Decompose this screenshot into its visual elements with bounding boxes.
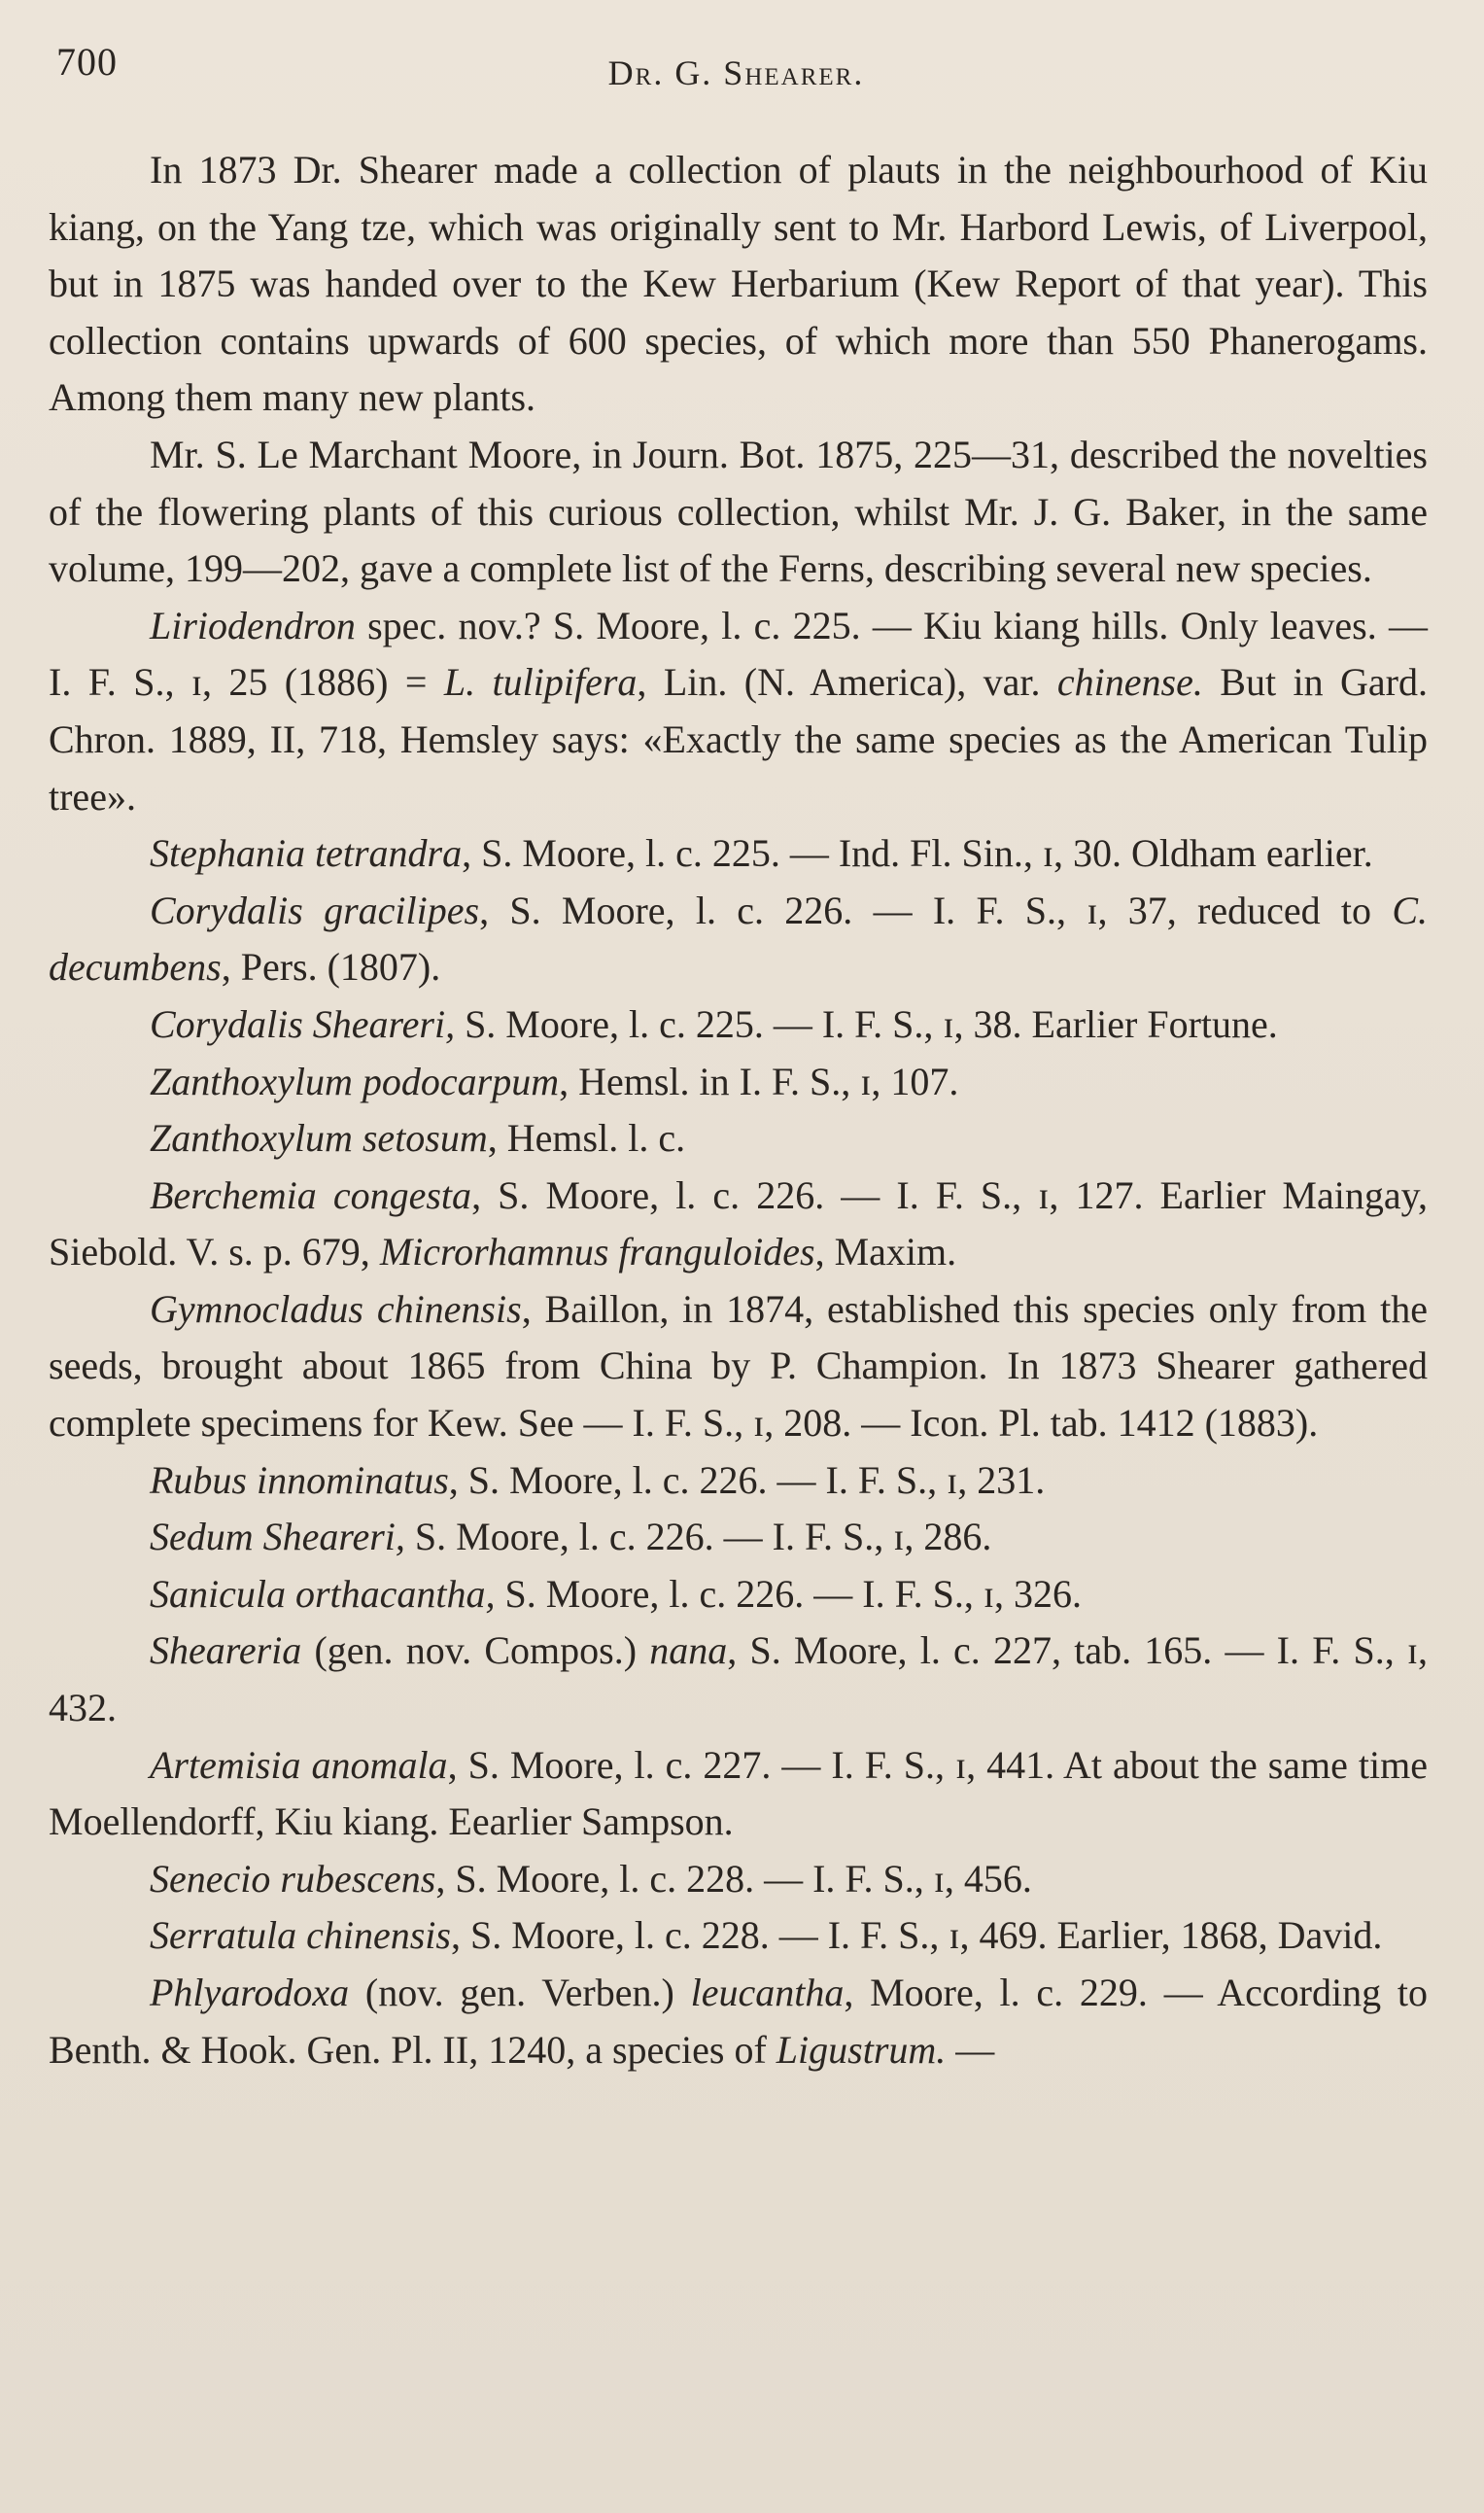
paragraph bbox=[49, 1623, 1428, 1736]
paragraph bbox=[49, 1566, 1428, 1623]
italic-text-run: Microrhamnus franguloides bbox=[379, 1230, 815, 1274]
paragraph bbox=[49, 1168, 1428, 1281]
paragraph bbox=[49, 1110, 1428, 1168]
paragraph bbox=[49, 1737, 1428, 1851]
paragraph bbox=[49, 1907, 1428, 1965]
paragraph bbox=[49, 825, 1428, 883]
italic-text-run: Senecio rubescens bbox=[150, 1856, 436, 1901]
italic-text-run: nana bbox=[649, 1628, 728, 1673]
italic-text-run: Rubus innominatus bbox=[150, 1457, 449, 1502]
text-run: , S. Moore, l. c. 226. — I. F. S., ɪ, 231. bbox=[448, 1457, 1046, 1502]
text-run: , S. Moore, l. c. 225. — Ind. Fl. Sin., ɪ, 30. Oldham earlier. bbox=[462, 831, 1373, 876]
text-run: , S. Moore, l. c. 228. — I. F. S., ɪ, 469. Earlier, 1868, David. bbox=[450, 1913, 1383, 1958]
italic-text-run: Liriodendron bbox=[150, 603, 356, 647]
italic-text-run: Gymnocladus chinensis bbox=[150, 1286, 522, 1331]
paragraph bbox=[49, 427, 1428, 598]
italic-text-run: C. decumbens bbox=[49, 888, 1429, 990]
italic-text-run: Sanicula orthacantha, bbox=[150, 1571, 496, 1616]
italic-text-run: Ligustrum. bbox=[776, 2027, 947, 2072]
paragraph bbox=[49, 598, 1428, 825]
text-run: , Moore, l. c. 229. — According to Benth. & Hook. Gen. Pl. II, 1240, a species of bbox=[49, 1971, 1428, 2072]
text-run: S. Moore, l. c. 225. — I. F. S., ɪ, 38. Earlier Fortune. bbox=[455, 1001, 1278, 1046]
paragraph bbox=[49, 142, 1428, 427]
paragraph bbox=[49, 1281, 1428, 1452]
italic-text-run: Sedum Sheareri, bbox=[150, 1515, 405, 1559]
paragraph bbox=[49, 1851, 1428, 1908]
running-head: Dr. G. Shearer. bbox=[607, 53, 865, 92]
text-run: In 1873 Dr. Shearer made a collection of plauts in the neighbourhood of Kiu kiang, on the Yang tze, which was originally sent to Mr. Harbord Lewis, of Liverpool, but in 1875 was handed over to the Kew Herbarium (Kew Report of that year). This collection contains upwards of 600 species, of which more than 550 Phanerogams. Among them many new plants. bbox=[49, 148, 1428, 420]
text-run: , Lin. (N. America), var. bbox=[637, 660, 1057, 705]
italic-text-run: Stephania tetrandra bbox=[150, 831, 463, 876]
paragraph bbox=[49, 1054, 1428, 1111]
text-run: , Baillon, in 1874, established this species only from the seeds, brought about 1865 from China by P. Champion. In 1873 Shearer gathered complete specimens for Kew. See — I. F. S., ɪ, 208. — Icon. Pl. tab. 1412 (1883). bbox=[49, 1286, 1429, 1446]
page-number: 700 bbox=[56, 40, 118, 84]
paragraph bbox=[49, 1965, 1428, 2078]
italic-text-run: Corydalis Sheareri, bbox=[150, 1001, 456, 1046]
text-run: Mr. S. Le Marchant Moore, in Journ. Bot. 1875, 225—31, described the novelties of the flowering plants of this curious collection, whilst Mr. J. G. Baker, in the same volume, 199—202, gave a complete list of the Ferns, describing several new species. bbox=[49, 432, 1428, 591]
text-run: (gen. nov. Compos.) bbox=[301, 1628, 650, 1673]
text-run: , S. Moore, l. c. 227. — I. F. S., ɪ, 441. At about the same time Moellendorff, Kiu kiang. Eearlier Sampson. bbox=[49, 1742, 1428, 1844]
italic-text-run: Artemisia anomala bbox=[150, 1742, 448, 1787]
italic-text-run: Corydalis gracilipes bbox=[150, 888, 480, 932]
text-run: But in Gard. Chron. 1889, II, 718, Hemsley says: «Exactly the same species as the American Tulip tree». bbox=[49, 660, 1428, 819]
text-run: , Maxim. bbox=[814, 1230, 957, 1274]
body-text bbox=[49, 142, 1428, 2078]
text-run: , S. Moore, l. c. 228. — I. F. S., ɪ, 456. bbox=[435, 1856, 1032, 1901]
text-run: spec. nov.? S. Moore, l. c. 225. — Kiu kiang hills. Only leaves. — I. F. S., ɪ, 25 (1886) = bbox=[49, 603, 1428, 705]
paragraph bbox=[49, 1452, 1428, 1510]
text-run: , Pers. (1807). bbox=[221, 945, 441, 990]
italic-text-run: Zanthoxylum setosum bbox=[150, 1116, 488, 1161]
italic-text-run: L. tulipifera bbox=[443, 660, 638, 705]
text-run: , Hemsl. in I. F. S., ɪ, 107. bbox=[559, 1059, 959, 1103]
text-run: , Hemsl. l. c. bbox=[487, 1116, 686, 1161]
text-run: , S. Moore, l. c. 227, tab. 165. — I. F. S., ɪ, 432. bbox=[49, 1628, 1429, 1730]
text-run: S. Moore, l. c. 226. — I. F. S., ɪ, 286. bbox=[404, 1515, 992, 1559]
italic-text-run: leucantha bbox=[690, 1971, 845, 2014]
text-run: , S. Moore, l. c. 226. — I. F. S., ɪ, 127. Earlier Maingay, Siebold. V. s. p. 679, bbox=[49, 1172, 1429, 1274]
paragraph bbox=[49, 883, 1428, 996]
italic-text-run: Sheareria bbox=[150, 1628, 302, 1673]
text-run: , S. Moore, l. c. 226. — I. F. S., ɪ, 37, reduced to bbox=[479, 888, 1393, 932]
italic-text-run: Serratula chinensis bbox=[150, 1913, 451, 1958]
text-run: (nov. gen. Verben.) bbox=[349, 1971, 691, 2014]
page-header bbox=[56, 39, 1416, 107]
italic-text-run: Berchemia congesta bbox=[150, 1172, 472, 1217]
paragraph bbox=[49, 996, 1428, 1054]
italic-text-run: Zanthoxylum podocarpum bbox=[150, 1059, 560, 1103]
text-run: S. Moore, l. c. 226. — I. F. S., ɪ, 326. bbox=[495, 1571, 1083, 1616]
text-run: — bbox=[946, 2027, 995, 2072]
italic-text-run: Phlyarodoxa bbox=[150, 1971, 350, 2014]
paragraph bbox=[49, 1509, 1428, 1566]
italic-text-run: chinense. bbox=[1056, 660, 1203, 705]
